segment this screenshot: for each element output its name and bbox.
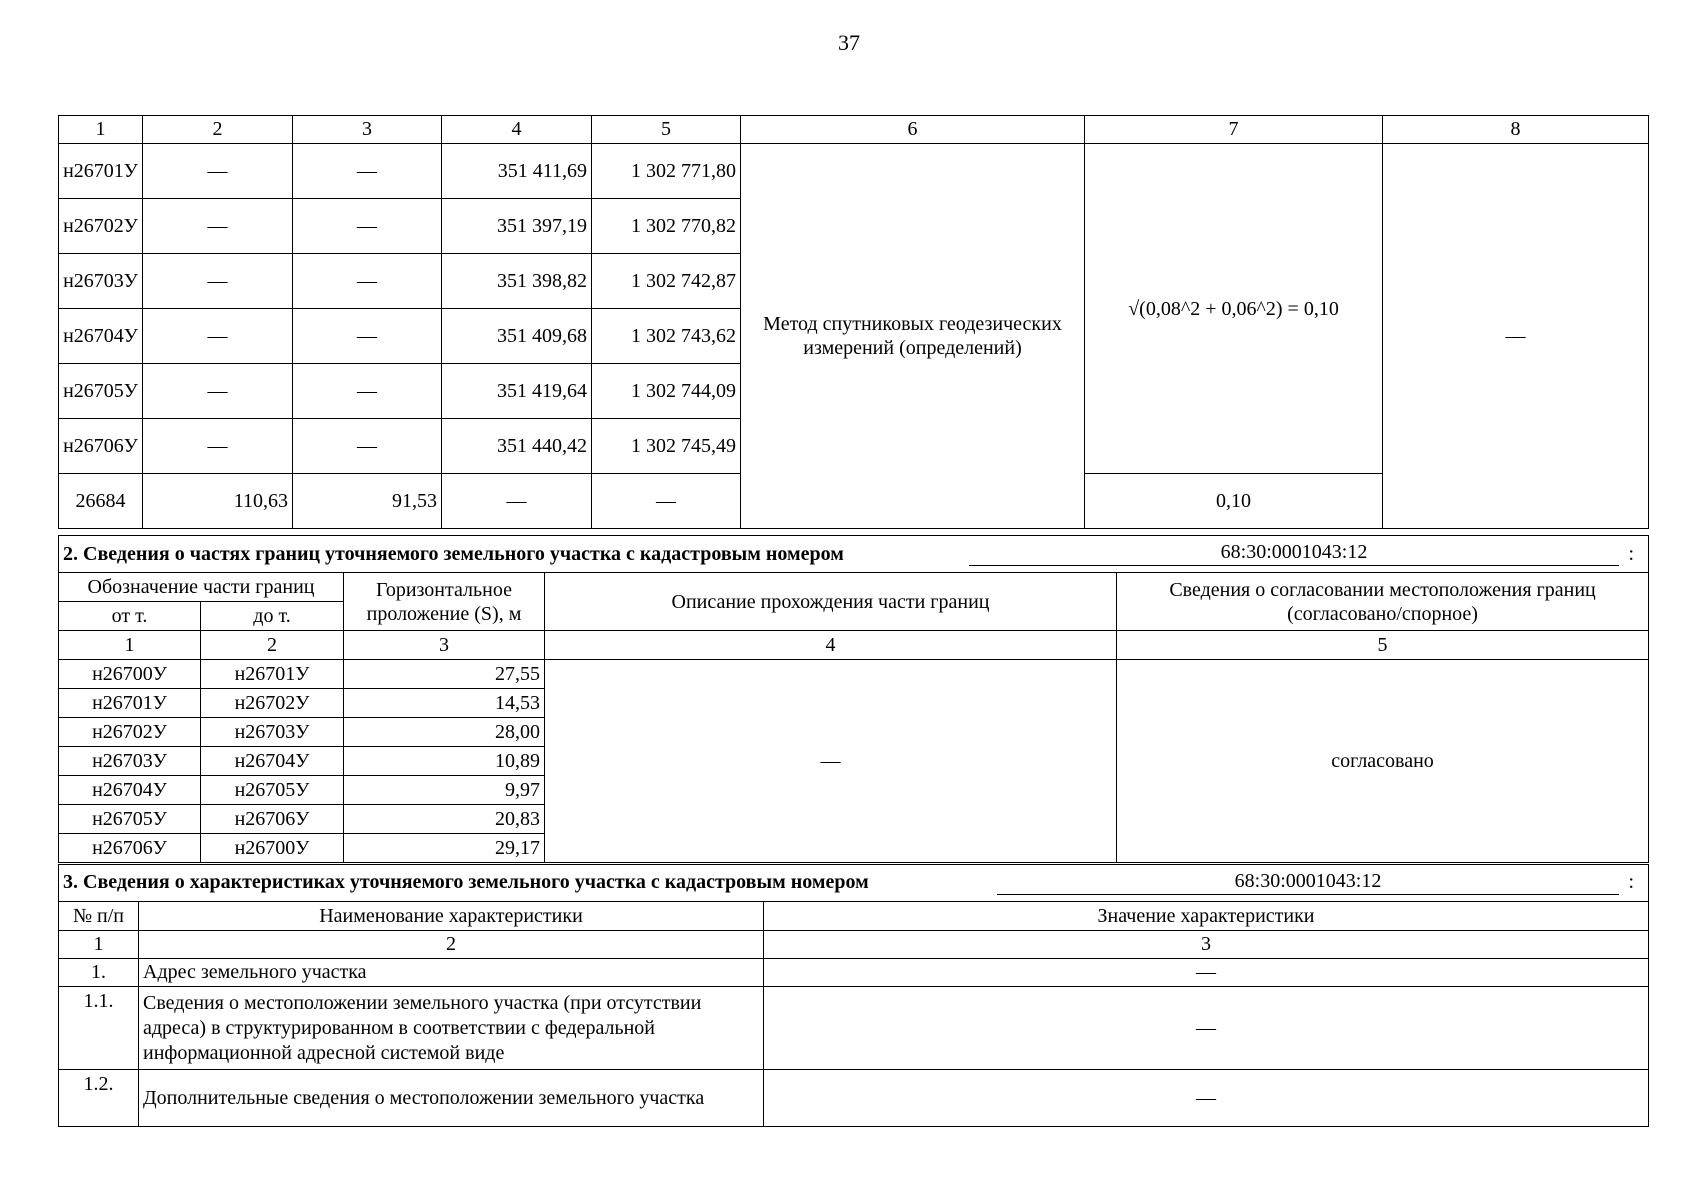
cadastral-number: 68:30:0001043:12 xyxy=(969,539,1619,566)
col-number: 6 xyxy=(741,116,1085,144)
from-point: н26702У xyxy=(59,718,201,747)
column-number-row xyxy=(59,631,1649,660)
col-number: 3 xyxy=(293,116,442,144)
table-row xyxy=(59,660,1649,689)
section-title: 2. Сведения о частях границ уточняемого земельного участка с кадастровым номером xyxy=(63,543,844,565)
to-point: н26705У xyxy=(201,776,344,805)
cell-value: 91,53 xyxy=(293,474,442,529)
col8-cell: — xyxy=(1383,144,1649,529)
coord-y: 1 302 745,49 xyxy=(592,419,741,474)
cell-value: — xyxy=(293,144,442,199)
col-number: 7 xyxy=(1085,116,1383,144)
cell-value: — xyxy=(143,144,293,199)
col-number: 3 xyxy=(764,931,1649,959)
horizontal-value: 14,53 xyxy=(344,689,545,718)
to-point: н26701У xyxy=(201,660,344,689)
to-header: до т. xyxy=(201,602,344,631)
cell-value: — xyxy=(293,254,442,309)
to-point: н26702У xyxy=(201,689,344,718)
colon: : xyxy=(1628,543,1635,565)
table-row xyxy=(59,1070,1649,1127)
cell-value: — xyxy=(143,199,293,254)
value-header: Значение характеристики xyxy=(764,902,1649,931)
coord-y: 1 302 743,62 xyxy=(592,309,741,364)
col-number: 3 xyxy=(344,631,545,660)
from-point: н26705У xyxy=(59,805,201,834)
section-3-header xyxy=(59,865,1649,902)
header-row xyxy=(59,573,1649,602)
point-id: 26684 xyxy=(59,474,143,529)
section-title: 3. Сведения о характеристиках уточняемого земельного участка с кадастровым номером xyxy=(63,871,869,893)
cell-value: 110,63 xyxy=(143,474,293,529)
method-cell: Метод спутниковых геодезических измерений (определений) xyxy=(741,144,1085,529)
col-number: 1 xyxy=(59,631,201,660)
from-point: н26706У xyxy=(59,834,201,863)
col-number: 2 xyxy=(143,116,293,144)
designation-header: Обозначение части границ xyxy=(59,573,344,602)
horizontal-value: 9,97 xyxy=(344,776,545,805)
coord-y: 1 302 770,82 xyxy=(592,199,741,254)
to-point: н26703У xyxy=(201,718,344,747)
horizontal-value: 28,00 xyxy=(344,718,545,747)
characteristic-name: Адрес земельного участка xyxy=(139,959,764,987)
col-number: 4 xyxy=(545,631,1117,660)
from-point: н26704У xyxy=(59,776,201,805)
cell-value: — xyxy=(143,254,293,309)
from-point: н26703У xyxy=(59,747,201,776)
from-point: н26700У xyxy=(59,660,201,689)
horizontal-value: 29,17 xyxy=(344,834,545,863)
colon: : xyxy=(1628,871,1635,893)
characteristic-name: Дополнительные сведения о местоположении земельного участка xyxy=(139,1070,764,1127)
horizontal-value: 10,89 xyxy=(344,747,545,776)
table-row xyxy=(59,144,1649,199)
coord-x: 351 398,82 xyxy=(442,254,592,309)
section-2-header xyxy=(59,536,1649,573)
coord-y: 1 302 742,87 xyxy=(592,254,741,309)
coord-y: — xyxy=(592,474,741,529)
col-number: 5 xyxy=(1117,631,1649,660)
cell-value: — xyxy=(293,419,442,474)
point-id: н26704У xyxy=(59,309,143,364)
agreement-value: согласовано xyxy=(1117,660,1649,863)
point-id: н26706У xyxy=(59,419,143,474)
coord-y: 1 302 771,80 xyxy=(592,144,741,199)
from-header: от т. xyxy=(59,602,201,631)
header-row xyxy=(59,902,1649,931)
col-number: 5 xyxy=(592,116,741,144)
accuracy-value: 0,10 xyxy=(1085,474,1383,529)
cell-value: — xyxy=(293,199,442,254)
col-number: 8 xyxy=(1383,116,1649,144)
cadastral-number: 68:30:0001043:12 xyxy=(997,868,1619,895)
description-value: — xyxy=(545,660,1117,863)
formula-cell: √(0,08^2 + 0,06^2) = 0,10 xyxy=(1085,144,1383,474)
coord-x: 351 440,42 xyxy=(442,419,592,474)
boundary-parts-table xyxy=(58,535,1649,863)
col-number: 4 xyxy=(442,116,592,144)
point-id: н26703У xyxy=(59,254,143,309)
point-id: н26702У xyxy=(59,199,143,254)
horizontal-value: 20,83 xyxy=(344,805,545,834)
description-header: Описание прохождения части границ xyxy=(545,573,1117,631)
coord-y: 1 302 744,09 xyxy=(592,364,741,419)
characteristic-value: — xyxy=(764,959,1649,987)
col-number: 2 xyxy=(139,931,764,959)
column-number-row xyxy=(59,116,1649,144)
points-table xyxy=(58,115,1649,529)
horizontal-header: Горизонтальное проложение (S), м xyxy=(344,573,545,631)
cell-value: — xyxy=(143,364,293,419)
cell-value: — xyxy=(293,309,442,364)
row-number: 1.1. xyxy=(59,987,139,1070)
table-row xyxy=(59,959,1649,987)
column-number-row xyxy=(59,931,1649,959)
row-number: 1. xyxy=(59,959,139,987)
table-row xyxy=(59,987,1649,1070)
cell-value: — xyxy=(143,419,293,474)
characteristic-value: — xyxy=(764,987,1649,1070)
name-header: Наименование характеристики xyxy=(139,902,764,931)
page-number: 37 xyxy=(838,30,860,55)
agreement-header: Сведения о согласовании местоположения границ (согласовано/спорное) xyxy=(1117,573,1649,631)
characteristic-value: — xyxy=(764,1070,1649,1127)
characteristic-name: Сведения о местоположении земельного участка (при отсутствии адреса) в структурированном в соответствии с федеральной информационной адресной системой виде xyxy=(139,987,764,1070)
coord-x: 351 409,68 xyxy=(442,309,592,364)
characteristics-table xyxy=(58,864,1649,1127)
col-number: 2 xyxy=(201,631,344,660)
to-point: н26704У xyxy=(201,747,344,776)
from-point: н26701У xyxy=(59,689,201,718)
row-number: 1.2. xyxy=(59,1070,139,1127)
point-id: н26705У xyxy=(59,364,143,419)
cell-value: — xyxy=(143,309,293,364)
coord-x: — xyxy=(442,474,592,529)
to-point: н26700У xyxy=(201,834,344,863)
col-number: 1 xyxy=(59,116,143,144)
horizontal-value: 27,55 xyxy=(344,660,545,689)
to-point: н26706У xyxy=(201,805,344,834)
coord-x: 351 419,64 xyxy=(442,364,592,419)
coord-x: 351 411,69 xyxy=(442,144,592,199)
col-number: 1 xyxy=(59,931,139,959)
num-header: № п/п xyxy=(59,902,139,931)
point-id: н26701У xyxy=(59,144,143,199)
cell-value: — xyxy=(293,364,442,419)
coord-x: 351 397,19 xyxy=(442,199,592,254)
